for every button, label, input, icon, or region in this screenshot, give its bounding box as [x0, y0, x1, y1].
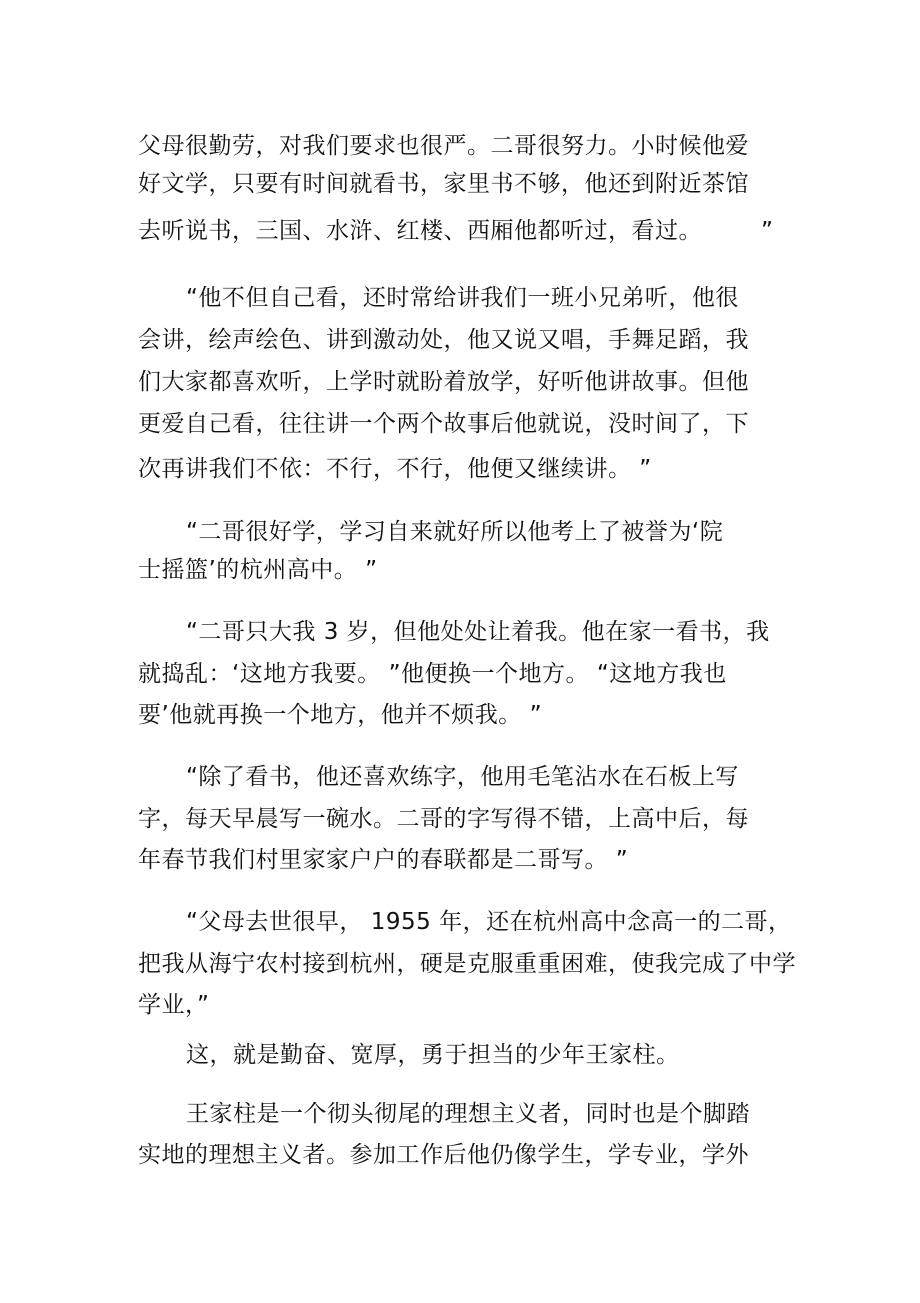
text-line: “除了看书，他还喜欢练字，他用毛笔沾水在石板上写 [186, 764, 739, 790]
text-line: “他不但自己看，还时常给讲我们一班小兄弟听，他很 [186, 285, 739, 311]
text-line: “二哥很好学，学习自来就好所以他考上了被誉为‘院 [186, 519, 724, 545]
text-line: 更爱自己看，往往讲一个两个故事后他就说，没时间了，下 [138, 411, 749, 437]
text-line: 把我从海宁农村接到杭州，硬是克服重重困难，使我完成了中学 [138, 951, 796, 977]
text-line: 字，每天早晨写一碗水。二哥的字写得不错，上高中后，每 [138, 806, 749, 832]
text-line: 士摇篮’的杭州高中。 ” [138, 557, 378, 583]
text-line: 父母很勤劳，对我们要求也很严。二哥很努力。小时候他爱 [138, 133, 749, 159]
text-line: 们大家都喜欢听，上学时就盼着放学，好听他讲故事。但他 [138, 369, 749, 395]
text-line: 实地的理想主义者。参加工作后他仍像学生，学专业，学外 [138, 1142, 749, 1168]
text-line: 年春节我们村里家家户户的春联都是二哥写。 ” [138, 847, 629, 873]
text-line: “父母去世很早， 1955 年，还在杭州高中念高一的二哥， [186, 909, 792, 935]
text-line: 次再讲我们不依：不行，不行，他便又继续讲。 ” [138, 456, 652, 482]
text-line: 要’他就再换一个地方，他并不烦我。 ” [138, 702, 543, 728]
text-line: 会讲，绘声绘色、讲到激动处，他又说又唱，手舞足蹈，我 [138, 327, 749, 353]
text-line: 学业，” [138, 992, 210, 1018]
text-line: 就捣乱：‘这地方我要。 ”他便换一个地方。 “这地方我也 [138, 661, 727, 687]
text-line: 去听说书，三国、水浒、红楼、西厢他都听过，看过。 ” [138, 218, 774, 244]
text-line: 王家柱是一个彻头彻尾的理想主义者，同时也是个脚踏 [186, 1101, 750, 1127]
text-line: 这，就是勤奋、宽厚，勇于担当的少年王家柱。 [186, 1042, 680, 1068]
text-line: 好文学，只要有时间就看书，家里书不够，他还到附近茶馆 [138, 171, 749, 197]
text-line: “二哥只大我 3 岁，但他处处让着我。他在家一看书，我 [186, 619, 770, 645]
